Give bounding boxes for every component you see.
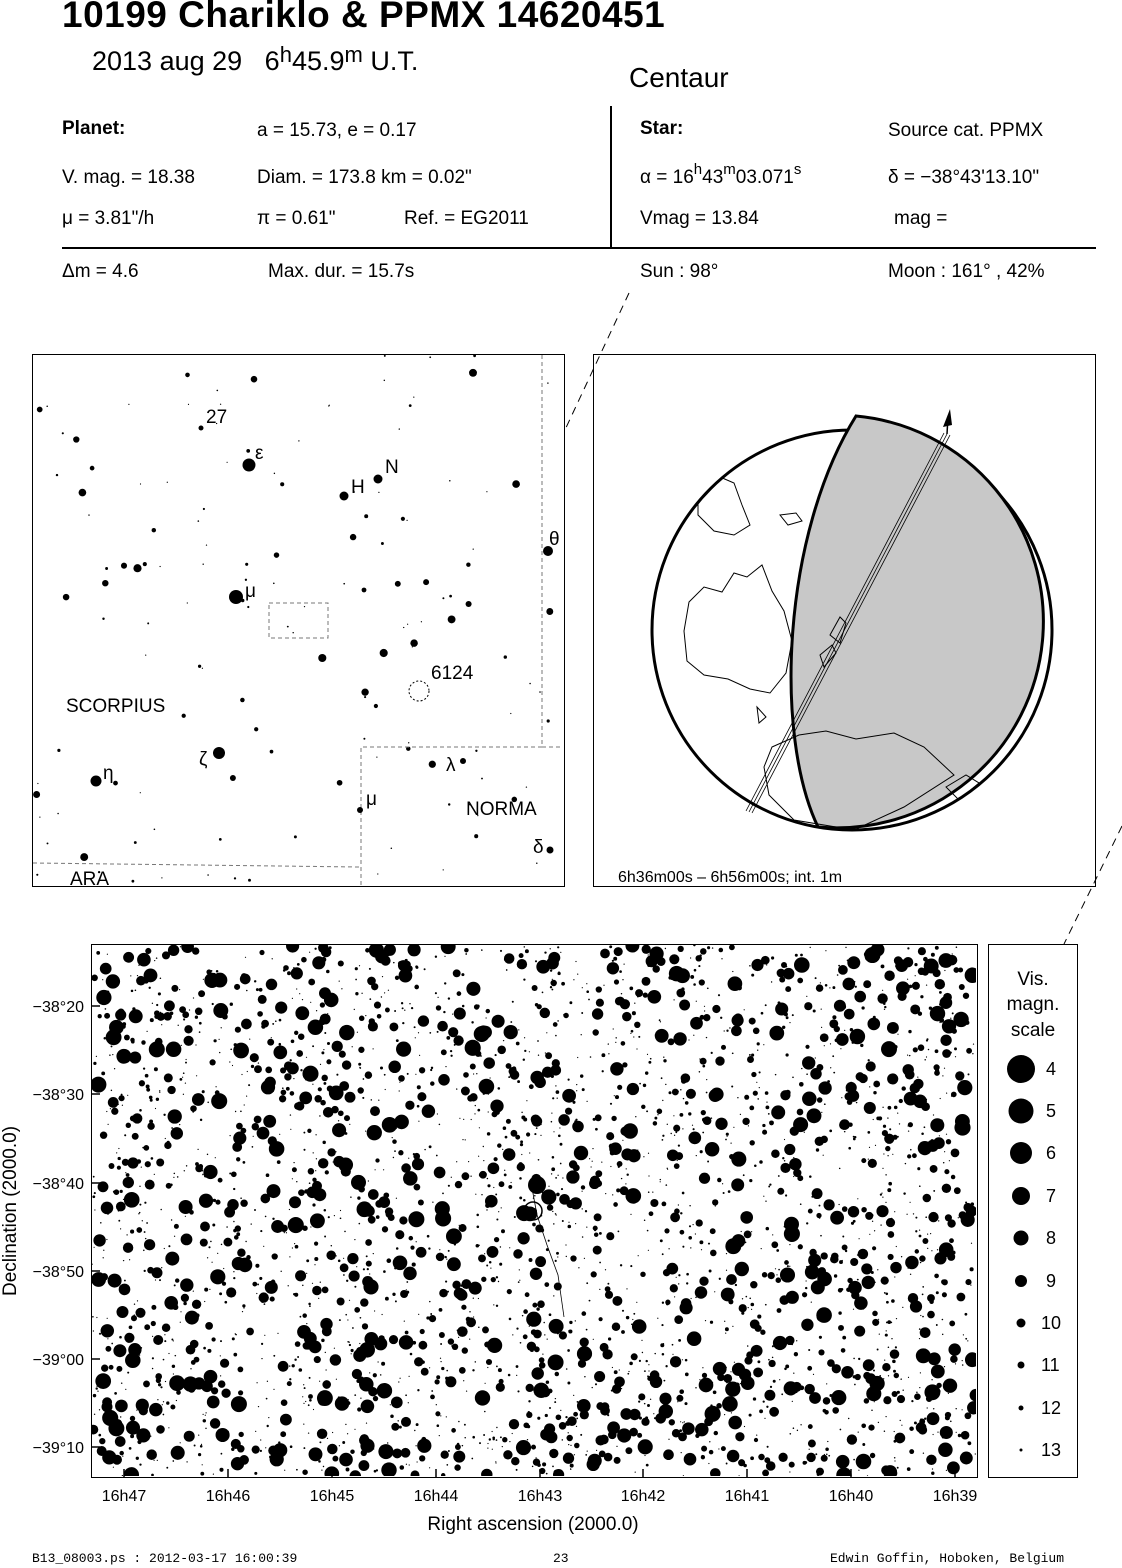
xtick-label: 16h40: [828, 1488, 874, 1505]
star-delta: δ = −38°43'13.10": [888, 167, 1040, 188]
x-tick-marks: [124, 1469, 955, 1478]
max-duration: Max. dur. = 15.7s: [268, 261, 415, 282]
label-27: 27: [206, 407, 228, 428]
label-N: N: [385, 457, 399, 478]
legend-title: scale: [1010, 1020, 1056, 1041]
legend-svg: [989, 945, 1076, 1476]
star-source: Source cat. PPMX: [888, 120, 1044, 141]
planet-pi: π = 0.61": [257, 208, 336, 229]
page-title: 10199 Chariklo & PPMX 14620451: [62, 0, 666, 35]
ytick-label: −38°20: [32, 999, 84, 1016]
y-tick-marks: [91, 1006, 100, 1447]
footer-author: Edwin Goffin, Hoboken, Belgium: [830, 1551, 1065, 1566]
event-date: 2013 aug 29: [92, 46, 243, 76]
label-zeta: ζ: [199, 749, 208, 770]
star-mag: mag =: [894, 208, 948, 229]
xtick-label: 16h45: [309, 1488, 355, 1505]
label-H: H: [351, 477, 365, 498]
legend-dots: [1007, 1055, 1035, 1452]
planet-orbit: a = 15.73, e = 0.17: [257, 120, 417, 141]
footer-file: B13_08003.ps : 2012-03-17 16:00:39: [32, 1551, 298, 1566]
legend-mag: 10: [1041, 1313, 1062, 1333]
planet-mu: μ = 3.81"/h: [62, 208, 155, 229]
footer-page: 23: [553, 1551, 569, 1566]
legend-mag: 4: [1046, 1059, 1057, 1079]
alpha-h: h: [693, 161, 703, 178]
xtick-label: 16h39: [932, 1488, 978, 1505]
legend-title: Vis.: [1017, 969, 1049, 990]
planet-diam: Diam. = 173.8 km = 0.02": [257, 167, 472, 188]
label-ara: ARA: [70, 869, 110, 885]
label-theta: θ: [549, 529, 560, 550]
minutes-unit: m: [344, 42, 363, 67]
x-axis-label: Right ascension (2000.0): [427, 1514, 639, 1535]
legend-mag: 5: [1046, 1101, 1057, 1121]
legend-mag: 11: [1041, 1355, 1060, 1375]
ytick-label: −39°00: [32, 1352, 84, 1369]
constellation-name: Centaur: [629, 62, 729, 93]
planet-ref: Ref. = EG2011: [404, 208, 529, 229]
magnitude-legend: [988, 944, 1078, 1478]
legend-mag: 8: [1046, 1228, 1057, 1248]
label-mu2: μ: [366, 789, 377, 810]
label-delta: δ: [533, 837, 544, 858]
delta-mag: Δm = 4.6: [62, 261, 139, 282]
moon-info: Moon : 161° , 42%: [888, 261, 1045, 282]
xtick-label: 16h44: [413, 1488, 459, 1505]
label-eta: η: [103, 763, 114, 784]
label-epsilon: ε: [255, 443, 264, 464]
ytick-label: −38°50: [32, 1264, 84, 1281]
legend-mag: 9: [1046, 1271, 1057, 1291]
label-mu: μ: [245, 581, 256, 602]
legend-mag: 7: [1046, 1186, 1057, 1206]
legend-title: magn.: [1006, 994, 1060, 1015]
xtick-label: 16h46: [205, 1488, 251, 1505]
ytick-label: −39°10: [32, 1440, 84, 1457]
y-axis-label: Declination (2000.0): [0, 1125, 21, 1297]
label-ngc6124: 6124: [431, 663, 474, 684]
star-label: Star:: [640, 118, 684, 139]
label-lambda: λ: [446, 755, 456, 776]
xtick-label: 16h43: [517, 1488, 563, 1505]
alpha-prefix: α = 16: [640, 167, 694, 188]
alpha-m: m: [723, 161, 736, 178]
legend-mag: 6: [1046, 1143, 1057, 1163]
sun-elongation: Sun : 98°: [640, 261, 719, 282]
alpha-min: 43: [702, 167, 724, 188]
event-hours: 6: [264, 46, 280, 76]
planet-label: Planet:: [62, 118, 126, 139]
label-scorpius: SCORPIUS: [66, 696, 166, 717]
legend-mag: 13: [1041, 1440, 1062, 1460]
star-vmag: Vmag = 13.84: [640, 208, 759, 229]
label-norma: NORMA: [466, 799, 537, 820]
xtick-label: 16h41: [724, 1488, 770, 1505]
xtick-label: 16h47: [101, 1488, 147, 1505]
planet-vmag: V. mag. = 18.38: [62, 167, 195, 188]
globe-caption: 6h36m00s – 6h56m00s; int. 1m: [618, 869, 843, 885]
hours-unit: h: [279, 42, 292, 67]
legend-mag: 12: [1041, 1398, 1062, 1418]
event-minutes: 45.9: [291, 46, 345, 76]
alpha-sec: 03.071: [735, 167, 794, 188]
ytick-label: −38°40: [32, 1176, 84, 1193]
ytick-label: −38°30: [32, 1087, 84, 1104]
xtick-label: 16h42: [620, 1488, 666, 1505]
time-suffix: U.T.: [370, 46, 419, 76]
alpha-s: s: [793, 161, 802, 178]
